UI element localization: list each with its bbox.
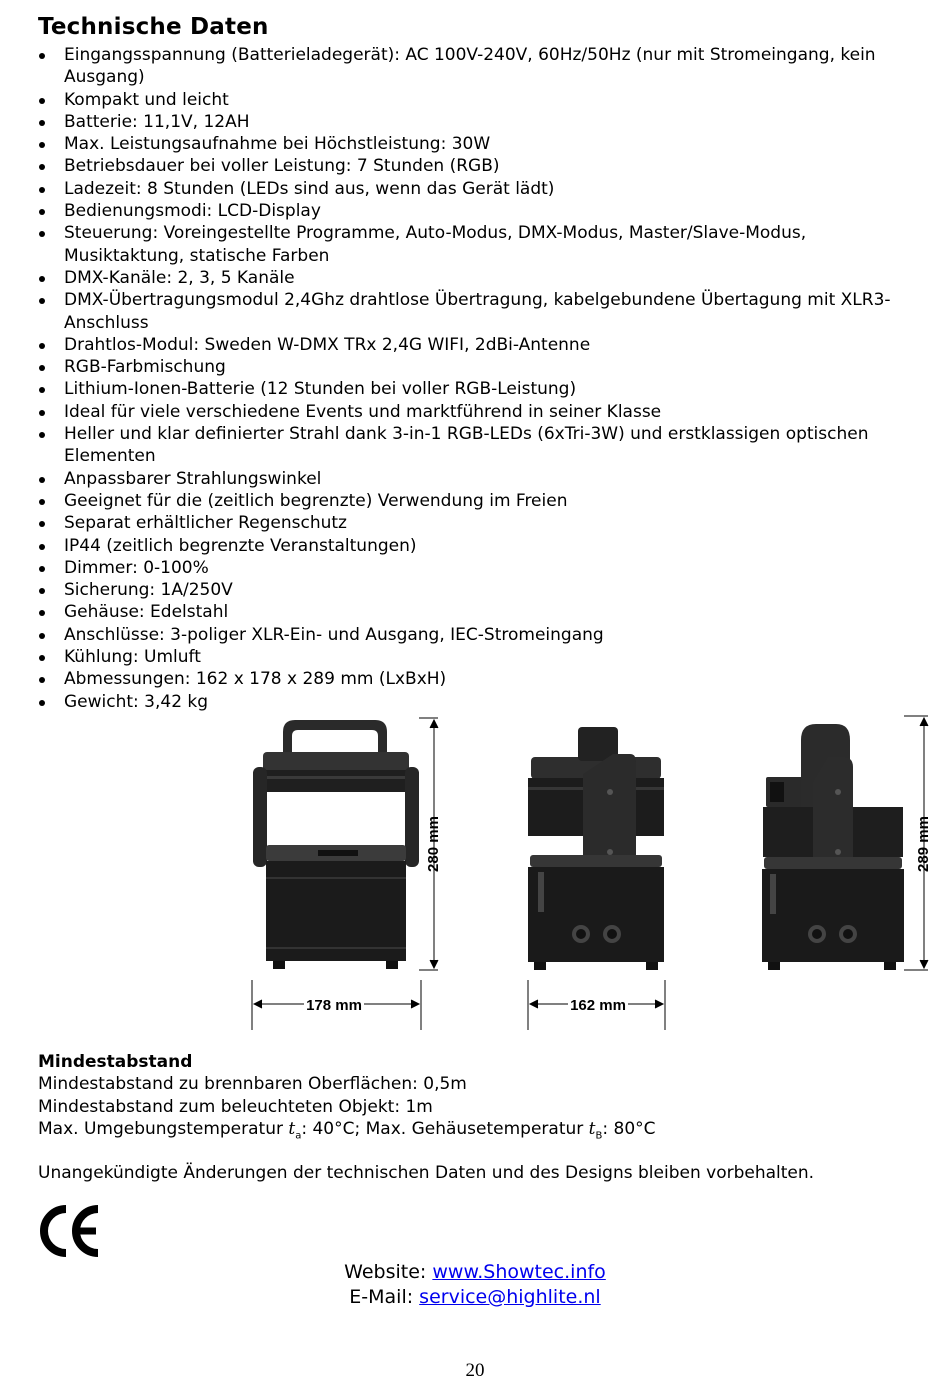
website-label: Website: [344,1261,433,1283]
page-number: 20 [465,1360,485,1381]
spec-item: Abmessungen: 162 x 178 x 289 mm (LxBxH) [38,668,928,690]
product-dimension-drawing [238,712,950,1042]
spec-item: Eingangsspannung (Batterieladegerät): AC 100V-240V, 60Hz/50Hz (nur mit Stromeingang, kein Ausgang) [38,44,928,89]
dimension-label-width-front: 178 mm [306,997,362,1014]
spec-item: Kompakt und leicht [38,89,928,111]
spec-item: Heller und klar definierter Strahl dank 3-in-1 RGB-LEDs (6xTri-3W) und erstklassigen optischen Elementen [38,423,928,468]
temperature-limits: Max. Umgebungstemperatur $t_a$: 40°C; Max. Gehäusetemperatur $t_B$: 80°C [38,1118,656,1142]
email-label: E-Mail: [349,1286,420,1308]
spec-item: Ideal für viele verschiedene Events und marktführend in seiner Klasse [38,401,928,423]
spec-item: Gewicht: 3,42 kg [38,691,928,713]
dimension-label-height-side: 289 mm [915,816,932,872]
device-back-view [528,727,664,970]
spec-item: Anpassbarer Strahlungswinkel [38,468,928,490]
dimension-label-height-front: 280 mm [425,816,442,872]
spec-item: Kühlung: Umluft [38,646,928,668]
spec-item: Bedienungsmodi: LCD-Display [38,200,928,222]
spec-item: Lithium-Ionen-Batterie (12 Stunden bei voller RGB-Leistung) [38,378,928,400]
minimum-distance-object: Mindestabstand zum beleuchteten Objekt: 1m [38,1096,433,1117]
spec-item: Batterie: 11,1V, 12AH [38,111,928,133]
website-link[interactable]: www.Showtec.info [432,1261,606,1283]
spec-item: Anschlüsse: 3-poliger XLR-Ein- und Ausgang, IEC-Stromeingang [38,624,928,646]
spec-list [38,44,928,713]
spec-item: Betriebsdauer bei voller Leistung: 7 Stunden (RGB) [38,155,928,177]
spec-item: Separat erhältlicher Regenschutz [38,512,928,534]
spec-item: Max. Leistungsaufnahme bei Höchstleistung: 30W [38,133,928,155]
device-side-view [762,724,904,970]
spec-item: Steuerung: Voreingestellte Programme, Auto-Modus, DMX-Modus, Master/Slave-Modus, Musiktaktung, statische Farben [38,222,928,267]
spec-item: DMX-Kanäle: 2, 3, 5 Kanäle [38,267,928,289]
spec-item: DMX-Übertragungsmodul 2,4Ghz drahtlose Übertragung, kabelgebundene Übertagung mit XLR3-Anschluss [38,289,928,334]
spec-item: Drahtlos-Modul: Sweden W-DMX TRx 2,4G WIFI, 2dBi-Antenne [38,334,928,356]
spec-item: Dimmer: 0-100% [38,557,928,579]
website-line [0,1260,950,1284]
disclaimer-text: Unangekündigte Änderungen der technischen Daten und des Designs bleiben vorbehalten. [38,1163,815,1183]
spec-item: RGB-Farbmischung [38,356,928,378]
device-front-view [253,720,419,969]
email-link[interactable]: service@highlite.nl [419,1286,601,1308]
spec-item: Sicherung: 1A/250V [38,579,928,601]
minimum-distance-section [38,1051,928,1148]
email-line [0,1285,950,1309]
minimum-distance-flammable: Mindestabstand zu brennbaren Oberflächen: 0,5m [38,1074,467,1095]
page-title: Technische Daten [38,14,269,40]
minimum-distance-heading: Mindestabstand [38,1052,193,1072]
spec-item: Ladezeit: 8 Stunden (LEDs sind aus, wenn das Gerät lädt) [38,178,928,200]
ce-mark-logo [38,1205,102,1261]
dimension-label-width-back: 162 mm [570,997,626,1014]
spec-item: Geeignet für die (zeitlich begrenzte) Verwendung im Freien [38,490,928,512]
spec-item: Gehäuse: Edelstahl [38,601,928,623]
spec-item: IP44 (zeitlich begrenzte Veranstaltungen) [38,535,928,557]
